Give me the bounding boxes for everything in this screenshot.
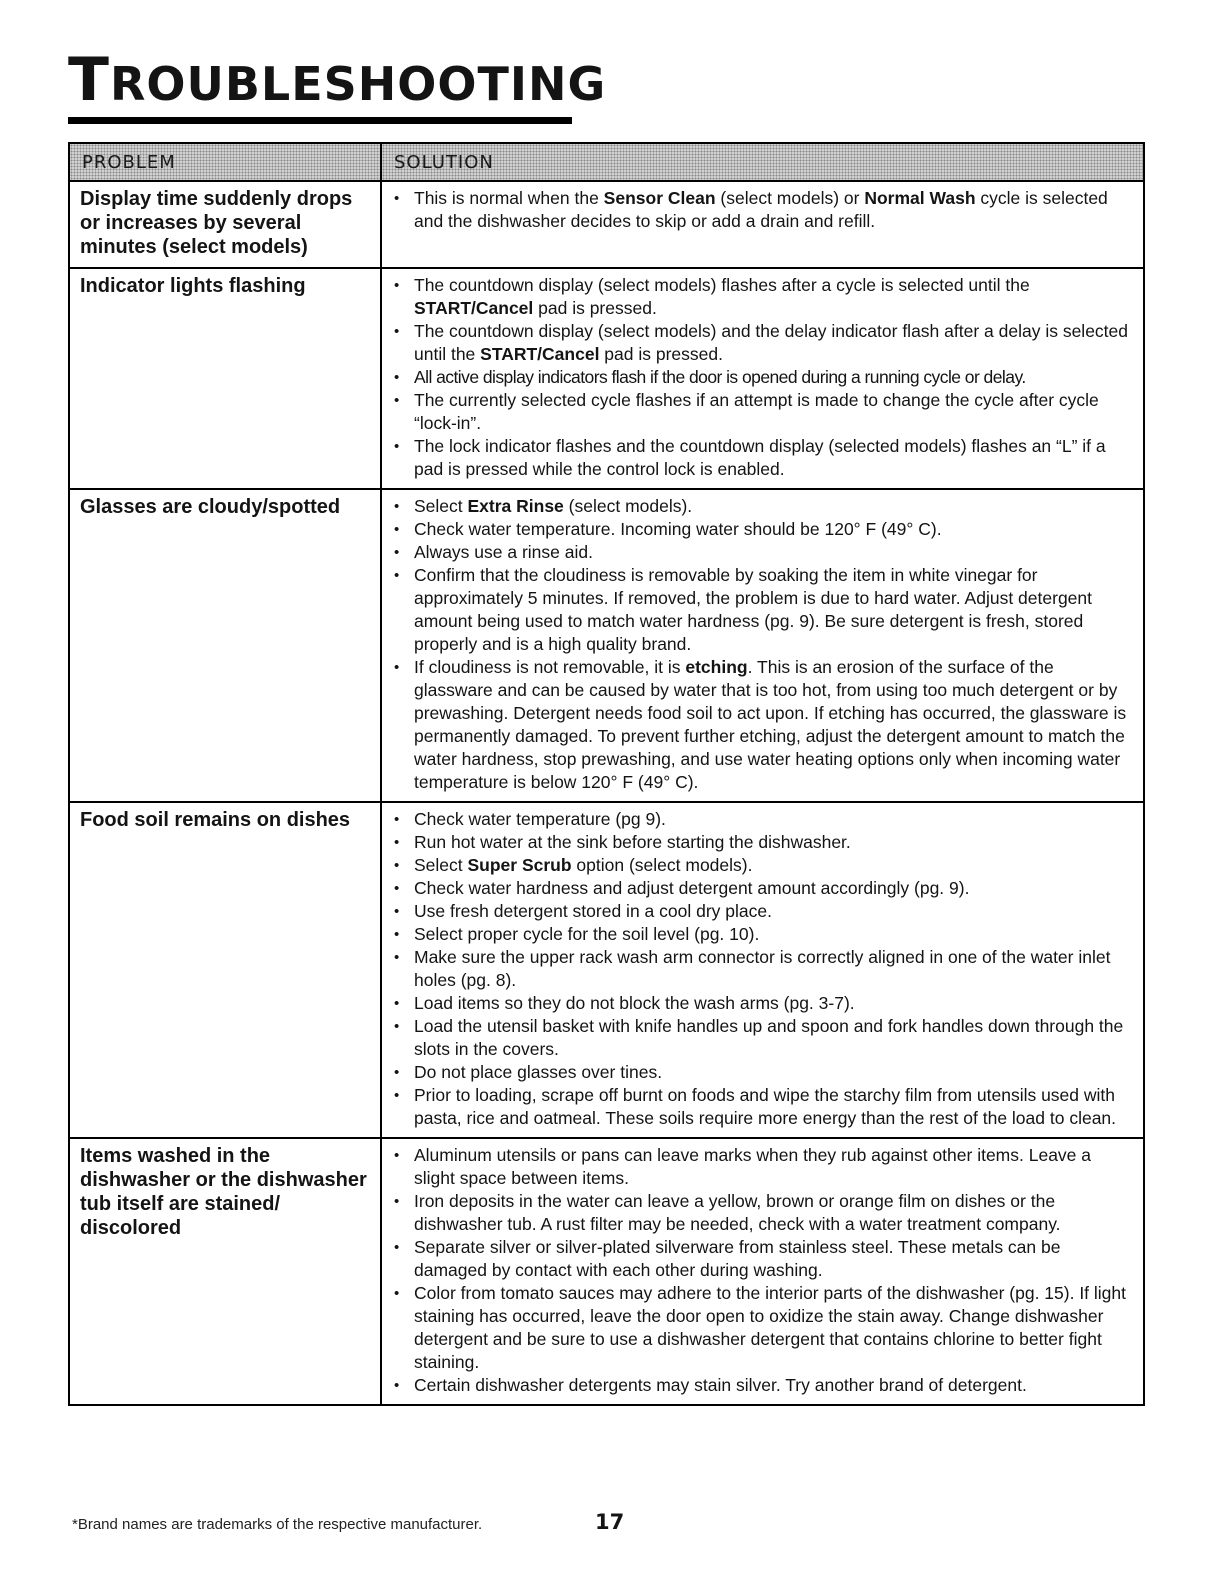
problem-cell: Items washed in the dishwasher or the dishwasher tub itself are stained/ discolored	[69, 1138, 381, 1405]
table-row	[69, 802, 1144, 1138]
table-row	[69, 181, 1144, 268]
solution-text: (select models) or	[715, 188, 865, 208]
solution-cell	[381, 489, 1144, 802]
troubleshooting-rows	[69, 181, 1144, 1405]
solution-item	[388, 854, 1133, 877]
solution-text: Check water hardness and adjust detergent amount accordingly (pg. 9).	[414, 878, 970, 898]
solution-text: Certain dishwasher detergents may stain silver. Try another brand of detergent.	[414, 1375, 1027, 1395]
solution-list	[388, 274, 1133, 481]
problem-cell: Indicator lights flashing	[69, 268, 381, 489]
solution-item	[388, 923, 1133, 946]
solution-item	[388, 1236, 1133, 1282]
solution-text: Select proper cycle for the soil level (pg. 10).	[414, 924, 760, 944]
solution-item	[388, 564, 1133, 656]
solution-item	[388, 274, 1133, 320]
title-underline	[68, 117, 572, 124]
page-title-rest: ROUBLESHOOTING	[109, 57, 607, 111]
page-title-initial: T	[68, 45, 110, 115]
solution-item	[388, 1015, 1133, 1061]
solution-item	[388, 1190, 1133, 1236]
solution-item	[388, 1144, 1133, 1190]
solution-item	[388, 389, 1133, 435]
solution-emphasis: Extra Rinse	[467, 496, 564, 516]
solution-item	[388, 900, 1133, 923]
solution-item	[388, 320, 1133, 366]
solution-item	[388, 1061, 1133, 1084]
solution-text: Prior to loading, scrape off burnt on foods and wipe the starchy film from utensils used with pasta, rice and oatmeal. These soils require more energy than the rest of the load to clean.	[414, 1085, 1117, 1128]
solution-text: Make sure the upper rack wash arm connector is correctly aligned in one of the water inlet holes (pg. 8).	[414, 947, 1111, 990]
solution-cell	[381, 268, 1144, 489]
solution-text: (select models).	[563, 496, 693, 516]
problem-cell: Food soil remains on dishes	[69, 802, 381, 1138]
solution-item	[388, 1374, 1133, 1397]
solution-item	[388, 656, 1133, 794]
solution-item	[388, 435, 1133, 481]
page-title	[68, 45, 607, 115]
solution-item	[388, 992, 1133, 1015]
troubleshooting-table	[68, 142, 1145, 1406]
solution-item	[388, 518, 1133, 541]
solution-emphasis: START/Cancel	[414, 298, 534, 318]
solution-text: Load the utensil basket with knife handles up and spoon and fork handles down through the slots in the covers.	[414, 1016, 1124, 1059]
solution-list	[388, 495, 1133, 794]
solution-item	[388, 808, 1133, 831]
solution-item	[388, 495, 1133, 518]
solution-text: The currently selected cycle flashes if an attempt is made to change the cycle after cycle “lock-in”.	[414, 390, 1099, 433]
solution-text: . This is an erosion of the surface of the glassware and can be caused by water that is too hot, from using too much detergent or by prewashing. Detergent needs food soil to act upon. If etching has occurred, the glassware is permanently damaged. To prevent further etching, adjust the detergent amount to match the water hardness, stop prewashing, and use water heating options only when incoming water temperature is below 120° F (49° C).	[414, 657, 1127, 792]
table-header-row	[69, 143, 1144, 181]
trademark-footnote: *Brand names are trademarks of the respective manufacturer.	[72, 1516, 483, 1533]
solution-text: This is normal when the	[414, 188, 604, 208]
solution-text: Iron deposits in the water can leave a yellow, brown or orange film on dishes or the dishwasher tub. A rust filter may be needed, check with a water treatment company.	[414, 1191, 1061, 1234]
problem-cell: Glasses are cloudy/spotted	[69, 489, 381, 802]
solution-text: If cloudiness is not removable, it is	[414, 657, 686, 677]
problem-cell: Display time suddenly drops or increases by several minutes (select models)	[69, 181, 381, 268]
problem-column-header: PROBLEM	[69, 143, 381, 181]
solution-item	[388, 1282, 1133, 1374]
solution-emphasis: START/Cancel	[480, 344, 600, 364]
solution-text: The lock indicator flashes and the countdown display (selected models) flashes an “L” if a pad is pressed while the control lock is enabled.	[414, 436, 1106, 479]
solution-item	[388, 877, 1133, 900]
solution-text: Always use a rinse aid.	[414, 542, 593, 562]
solution-text: All active display indicators flash if the door is opened during a running cycle or delay.	[414, 367, 1026, 387]
solution-emphasis: Normal Wash	[864, 188, 976, 208]
solution-text: Use fresh detergent stored in a cool dry place.	[414, 901, 772, 921]
solution-list	[388, 187, 1133, 233]
solution-text: Load items so they do not block the wash arms (pg. 3-7).	[414, 993, 855, 1013]
solution-column-header: SOLUTION	[381, 143, 1144, 181]
solution-cell	[381, 1138, 1144, 1405]
solution-list	[388, 808, 1133, 1130]
solution-text: The countdown display (select models) and the delay indicator flash after a delay is selected until the	[414, 321, 1129, 364]
solution-text: Select	[414, 496, 468, 516]
solution-text: Check water temperature. Incoming water should be 120° F (49° C).	[414, 519, 942, 539]
table-row	[69, 268, 1144, 489]
solution-item	[388, 187, 1133, 233]
solution-emphasis: Super Scrub	[467, 855, 572, 875]
solution-cell	[381, 181, 1144, 268]
solution-item	[388, 831, 1133, 854]
solution-text: cycle is selected and the dishwasher decides to skip or add a drain and refill.	[414, 188, 1108, 231]
solution-item	[388, 366, 1133, 389]
solution-item	[388, 946, 1133, 992]
solution-item	[388, 1084, 1133, 1130]
solution-text: Do not place glasses over tines.	[414, 1062, 663, 1082]
solution-text: Select	[414, 855, 468, 875]
solution-text: pad is pressed.	[533, 298, 657, 318]
solution-text: Run hot water at the sink before starting the dishwasher.	[414, 832, 851, 852]
solution-list	[388, 1144, 1133, 1397]
solution-text: option (select models).	[571, 855, 753, 875]
table-row	[69, 1138, 1144, 1405]
solution-text: Separate silver or silver-plated silverware from stainless steel. These metals can be damaged by contact with each other during washing.	[414, 1237, 1061, 1280]
solution-text: Check water temperature (pg 9).	[414, 809, 666, 829]
table-row	[69, 489, 1144, 802]
solution-item	[388, 541, 1133, 564]
solution-text: pad is pressed.	[599, 344, 723, 364]
solution-text: The countdown display (select models) flashes after a cycle is selected until the	[414, 275, 1030, 295]
solution-text: Confirm that the cloudiness is removable by soaking the item in white vinegar for approximately 5 minutes. If removed, the problem is due to hard water. Adjust detergent amount being used to match water hardness (pg. 9). Be sure detergent is fresh, stored properly and is a high quality brand.	[414, 565, 1093, 654]
page-number: 17	[595, 1510, 625, 1534]
solution-text: Color from tomato sauces may adhere to the interior parts of the dishwasher (pg. 15). If light staining has occurred, leave the door open to oxidize the stain away. Change dishwasher detergent and be sure to use a dishwasher detergent that contains chlorine to better fight staining.	[414, 1283, 1127, 1372]
solution-text: Aluminum utensils or pans can leave marks when they rub against other items. Leave a slight space between items.	[414, 1145, 1092, 1188]
solution-emphasis: etching	[685, 657, 748, 677]
solution-emphasis: Sensor Clean	[603, 188, 716, 208]
solution-cell	[381, 802, 1144, 1138]
